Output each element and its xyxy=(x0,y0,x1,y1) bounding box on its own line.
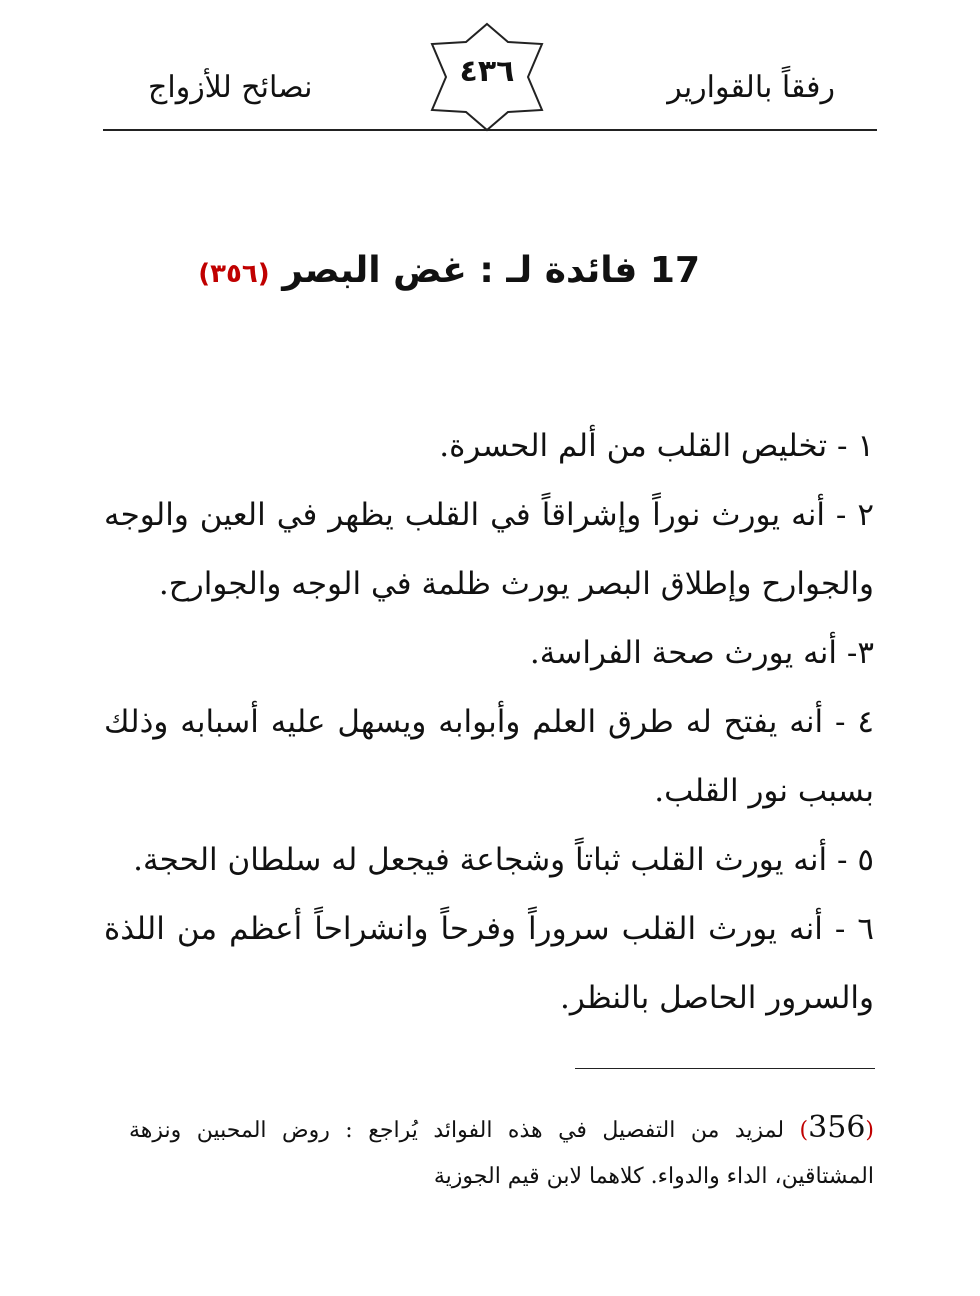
chapter-title: نصائح للأزواج xyxy=(148,70,313,105)
page-number: ٤٣٦ xyxy=(459,54,515,89)
list-item: ٦ - أنه يورث القلب سروراً وفرحاً وانشراحاً أعظم من اللذة والسرور الحاصل بالنظر. xyxy=(104,911,874,1016)
header-divider xyxy=(103,129,877,131)
footnote-text: لمزيد من التفصيل في هذه الفوائد يُراجع : روض المحبين ونزهة المشتاقين، الداء والدواء. كلاهما لابن قيم الجوزية xyxy=(129,1118,874,1189)
list-item: ١ - تخليص القلب من ألم الحسرة. xyxy=(439,428,874,464)
footnote xyxy=(129,1105,874,1200)
page-number-badge xyxy=(428,22,546,132)
section-title xyxy=(100,250,700,291)
footnote-divider xyxy=(575,1068,875,1069)
footnote-number: (356) xyxy=(799,1110,874,1145)
list-item: ٢ - أنه يورث نوراً وإشراقاً في القلب يظهر في العين والوجه والجوارح وإطلاق البصر يورث ظلمة في الوجه والجوارح. xyxy=(104,497,874,602)
list-item: ٥ - أنه يورث القلب ثباتاً وشجاعة فيجعل له سلطان الحجة. xyxy=(133,842,874,878)
section-title-text: 17 فائدة لـ : غض البصر xyxy=(282,250,700,291)
benefits-list xyxy=(104,412,874,1033)
book-title: رفقاً بالقوارير xyxy=(667,70,835,105)
footnote-reference: (٣٥٦) xyxy=(198,259,270,289)
list-item: ٣- أنه يورث صحة الفراسة. xyxy=(529,635,874,671)
list-item: ٤ - أنه يفتح له طرق العلم وأبوابه ويسهل عليه أسبابه وذلك بسبب نور القلب. xyxy=(104,704,874,809)
